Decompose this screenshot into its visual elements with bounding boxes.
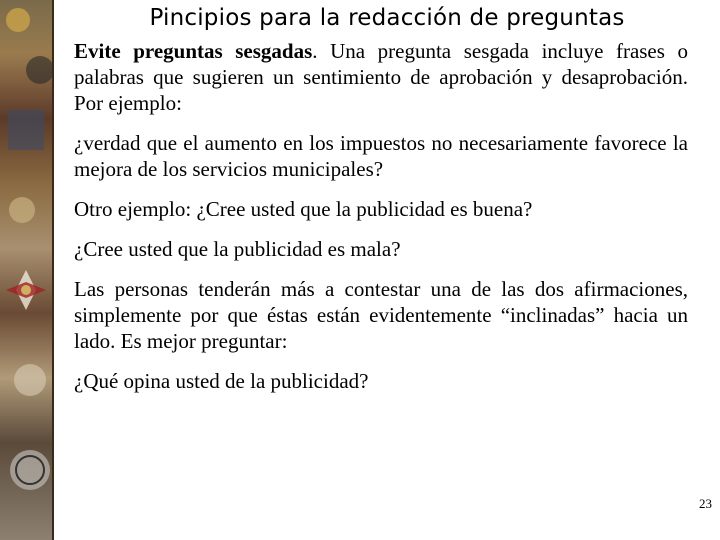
paragraph-4: ¿Cree usted que la publicidad es mala? xyxy=(74,237,401,261)
paragraph-5: Las personas tenderán más a contestar una de las dos afirmaciones, simplemente por que éstas están evidentemente “inclinadas” hacia un lado. Es mejor preguntar: xyxy=(74,277,688,353)
medals-photo-illustration xyxy=(0,0,52,540)
decorative-side-photo xyxy=(0,0,52,540)
paragraph-3: Otro ejemplo: ¿Cree usted que la publicidad es buena? xyxy=(74,197,533,221)
side-divider xyxy=(52,0,54,540)
slide-title: Pincipios para la redacción de preguntas xyxy=(149,5,625,31)
paragraph-1-text: . Una pregunta sesgada incluye frases o palabras que sugieren un sentimiento de aprobación y desaprobación. Por ejemplo: xyxy=(74,39,688,115)
paragraph-2: ¿verdad que el aumento en los impuestos no necesariamente favorece la mejora de los servicios municipales? xyxy=(74,131,688,181)
paragraph-1-bold: Evite preguntas sesgadas xyxy=(74,39,313,63)
paragraph-1 xyxy=(74,38,688,116)
paragraph-6: ¿Qué opina usted de la publicidad? xyxy=(74,369,369,393)
slide-content xyxy=(74,38,688,408)
page-number: 23 xyxy=(699,496,712,511)
